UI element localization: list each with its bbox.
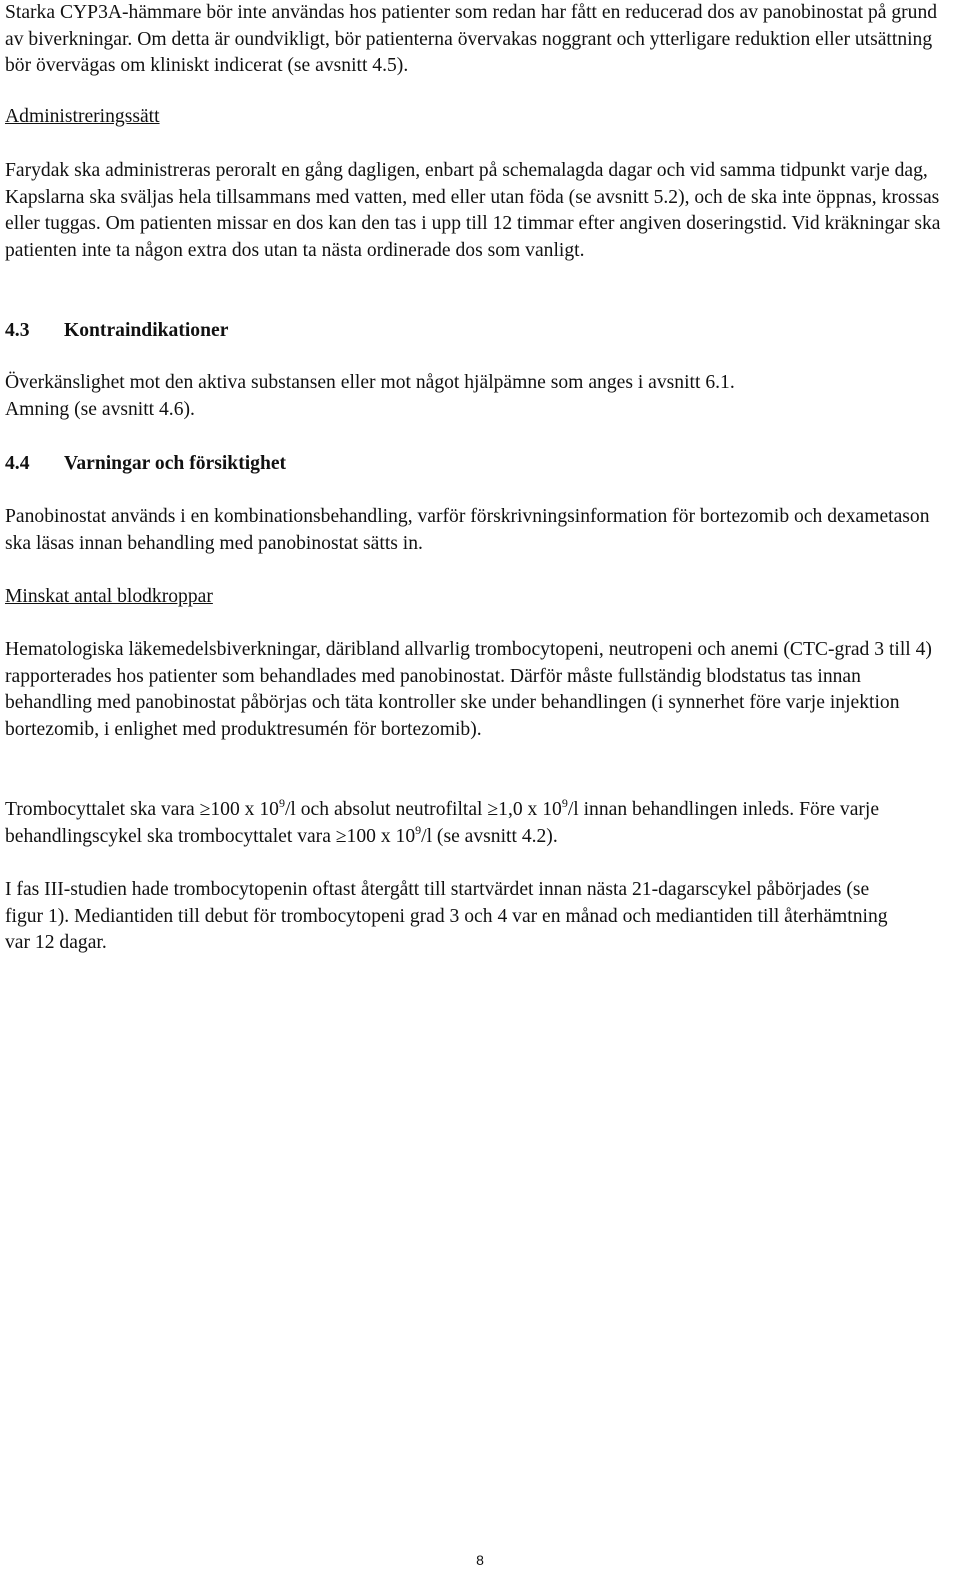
section-number: 4.3 [5, 320, 30, 341]
platelet-text-part: Trombocyttalet ska vara ≥100 x 10 [5, 799, 279, 820]
paragraph-phase-iii-recovery: I fas III-studien hade trombocytopenin oftast återgått till startvärdet innan nästa 21-dagarscykel påbörjades (se figur 1). Mediantiden till debut för trombocytopeni grad 3 och 4 var en månad och mediantiden till återhämtning var 12 dagar. [5, 879, 888, 954]
platelet-text-part: /l och absolut neutrofiltal ≥1,0 x 10 [284, 799, 562, 820]
page-number: 8 [476, 1552, 484, 1568]
paragraph-contraindication-hypersensitivity: Överkänslighet mot den aktiva substansen eller mot något hjälpämne som anges i avsnitt 6.1. [5, 372, 735, 393]
section-title: Kontraindikationer [64, 320, 229, 341]
subheading-administreringssatt: Administreringssätt [5, 106, 160, 127]
exponent: 9 [415, 822, 422, 837]
platelet-text-part: /l (se avsnitt 4.2). [421, 825, 558, 847]
exponent: 9 [278, 796, 285, 810]
paragraph-platelet-thresholds [5, 797, 950, 850]
section-number: 4.4 [5, 453, 30, 474]
section-heading-4-3 [5, 318, 228, 345]
exponent: 9 [561, 796, 568, 810]
paragraph-hematological-reactions: Hematologiska läkemedelsbiverkningar, däribland allvarlig trombocytopeni, neutropeni och anemi (CTC-grad 3 till 4) rapporterades hos patienter som behandlades med panobinostat. Därför måste fullständig blodstatus tas innan behandling med panobinostat påbörjas och täta kontroller ske under behandlingen (i synnerhet före varje injektion bortezomib, i enlighet med produktresumén för bortezomib). [5, 639, 932, 740]
paragraph-combination-therapy: Panobinostat används i en kombinationsbehandling, varför förskrivningsinformation för bortezomib och dexametason ska läsas innan behandling med panobinostat sätts in. [5, 506, 930, 554]
paragraph-cyp3a-inhibitors: Starka CYP3A-hämmare bör inte användas hos patienter som redan har fått en reducerad dos av panobinostat på grund av biverkningar. Om detta är oundvikligt, bör patienterna övervakas noggrant och ytterligare reduktion eller utsättning bör övervägas om kliniskt indicerat (se avsnitt 4.5). [5, 2, 938, 77]
subheading-minskat-antal-blodkroppar: Minskat antal blodkroppar [5, 586, 213, 607]
section-title: Varningar och försiktighet [64, 453, 287, 474]
paragraph-contraindication-breastfeeding: Amning (se avsnitt 4.6). [5, 399, 195, 420]
paragraph-administration: Farydak ska administreras peroralt en gång dagligen, enbart på schemalagda dagar och vid samma tidpunkt varje dag, Kapslarna ska sväljas hela tillsammans med vatten, med eller utan föda (se avsnitt 5.2), och de ska inte öppnas, krossas eller tuggas. Om patienten missar en dos kan den tas i upp till 12 timmar efter angiven doseringstid. Vid kräkningar ska patienten inte ta någon extra dos utan ta nästa ordinerade dos som vanligt. [5, 160, 941, 261]
platelet-text-part: /l innan behandlingen inleds. Före varje behandlingscykel ska trombocyttalet vara ≥100 x 10 [5, 799, 880, 847]
section-heading-4-4 [5, 451, 286, 478]
